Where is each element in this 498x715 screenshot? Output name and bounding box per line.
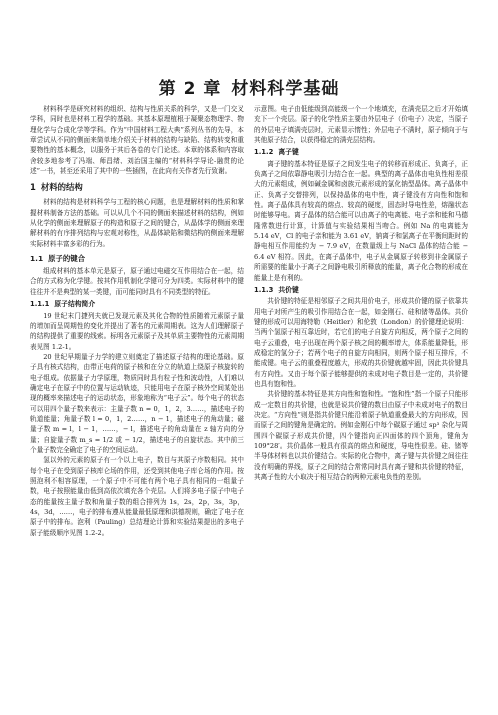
subsubsection-number: 1.1.3: [254, 285, 274, 294]
chapter-number: 第 2 章: [158, 79, 222, 99]
subsection-number: 1.1: [30, 254, 44, 264]
section-title: 材料的结构: [40, 182, 83, 193]
body-paragraph: 共价键的基本特征是其方向性和饱和性。“饱和性”指一个原子只能形成一定数目的共价键，也就是说共价键的数目由原子中未成对电子的数目决定。“方向性”则是指共价键只能沿着原子轨道重叠最大的方向形成，因而原子之间的键角是确定的。例如金刚石中每个碳原子通过 sp³ 杂化与周围四个碳原子形成共价键，四个键指向正四面体的四个顶角，键角为 109°28′。共价晶体一般具有很高的熔点和硬度，导电性很差。硅、锗等半导体材料也以共价键结合。实际的化合物中，离子键与共价键之间往往没有明确的界线，原子之间的结合常常同时具有离子键和共价键的特征，其离子性的大小取决于相互结合的两种元素电负性的差别。: [254, 390, 468, 482]
body-paragraph: 材料的结构是材料科学与工程的核心问题，也是理解材料的性质和掌握材料制备方法的基础。可以从几个不同的侧面来描述材料的结构，例如从化学的侧面来理解原子的构造和原子之间的键合，从晶体学的侧面来理解材料的有序排列结构与宏观对称性，从晶体缺陷和微结构的侧面来理解实际材料丰富多彩的行为。: [30, 198, 244, 248]
section-number: 1: [30, 182, 36, 193]
intro-paragraph: 材料科学是研究材料的组织、结构与性质关系的科学，又是一门交叉学科，同时也是材料工程学的基础。其基本原理植根于凝聚态物理学、物理化学与合成化学等学科。作为“中国材料工程大典”系列丛书的先导，本章尝试从不同的侧面来简单地介绍关于材料的结构与缺陷、结构转变和重要物性的基本概念，以服务于其后各卷的专门论述。本章的体系和内容取舍较多地参考了冯端、师昌绪、刘治国主编的“材料科学导论-融贯的论述”一书，甚至还采用了其中的一些插图，在此向有关作者先行致谢。: [30, 105, 244, 176]
body-paragraph: 离子键的基本特征是原子之间发生电子的转移而形成正、负离子，正负离子之间依靠静电吸引力结合在一起。典型的离子晶体由电负性相差很大的元素组成，例如碱金属和卤族元素形成的氯化钠型晶体。离子晶体中正、负离子交替排列，以保持晶体的电中性，离子键没有方向性和饱和性。离子晶体具有较高的熔点、较高的硬度，固态时导电性差，熔融状态时能够导电。离子晶体的结合能可以由离子的电离能、电子亲和能和马德隆常数进行计算，计算值与实验结果相当吻合。例如 Na 的电离能为 5.14 eV，Cl 的电子亲和能为 3.61 eV，钠离子和氯离子在平衡间距时的静电相互作用能约为 − 7.9 eV，在数量级上与 NaCl 晶体的结合能 − 6.4 eV 相符。因此，在离子晶体中，电子从金属原子转移到非金属原子所需要的能量小于离子之间静电吸引所释放的能量，离子化合物的形成在能量上是有利的。: [254, 159, 468, 282]
subsubsection-heading: [254, 147, 468, 157]
subsubsection-title: 共价键: [278, 285, 299, 294]
body-paragraph: 20 世纪早期量子力学的建立则奠定了描述原子结构的理论基础。原子具有核式结构，由带正电荷的原子核和在分立的轨道上绕原子核旋转的电子组成。依据量子力学原理，物质同时具有粒子性和波动性，人们难以确定电子在原子中的位置与运动轨迹，只能用电子在原子核外空间某处出现的概率来描述电子的运动状态，形象地称为“电子云”。每个电子的状态可以用四个量子数来表示：主量子数 n = 0，1，2，3……，描述电子的轨道能量；角量子数 l = 0，1，2……，n − 1，描述电子的角动量；磁量子数 m = l，l − 1，……，− l，描述电子的角动量在 z 轴方向的分量；自旋量子数 m_s = 1/2 或 − 1/2，描述电子的自旋状态。其中前三个量子数完全确定了电子的空间运动。: [30, 352, 244, 454]
subsubsection-number: 1.1.2: [254, 148, 274, 157]
body-paragraph: 氢以外的元素的原子有一个以上电子，数目与其原子序数相同。其中每个电子在受到原子核库仑场的作用，还受到其他电子库仑场的作用。按照泡利不相容原理，一个原子中不可能有两个电子具有相同的一组量子数，电子按照能量由低到高依次填充各个壳层。人们将多电子原子中电子态的能量按主量子数和角量子数的组合排列为 1s，2s，2p，3s，3p，4s，3d，……，电子的排布遵从能量最低原理和洪德规则，确定了电子在原子中的排布。泡利（Pauling）总结理论计算和实验结果提出的多电子原子能级顺序见图 1.2-2。: [30, 456, 244, 537]
right-column: [254, 104, 468, 704]
subsection-title: 原子的键合: [48, 254, 86, 264]
subsubsection-heading: [254, 285, 468, 295]
subsubsection-number: 1.1.1: [30, 300, 50, 309]
subsubsection-heading: [30, 299, 244, 309]
body-paragraph: 组成材料的基本单元是原子，原子通过电磁交互作用结合在一起，结合的方式称为化学键。按其作用机制化学键可分为四类。实际材料中的键往往并不是典型的某一类键，而可能同时具有不同类型的特征。: [30, 267, 244, 296]
body-paragraph: 19 世纪末门捷列夫就已发现元素及其化合物的性质随着元素原子量的增加而呈周期性的变化并提出了著名的元素周期表。这为人们理解原子的结构提供了重要的线索。标明各元素原子及其单质主要物性的元素周期表见图 1.2-1。: [30, 311, 244, 351]
body-paragraph: 共价键的特征是相邻原子之间共用价电子，形成共价键的原子依靠共用电子对所产生的吸引作用结合在一起，如金刚石、硅和锗等晶体。共价键的形成可以用海特勒（Heitler）和伦敦（London）的价键理论说明：当两个氢原子相互靠近时，若它们的电子自旋方向相反，两个原子之间的电子云重叠，电子出现在两个原子核之间的概率增大，体系能量降低，形成稳定的氢分子；若两个电子的自旋方向相同，则两个原子相互排斥，不能成键。电子云的重叠程度越大，形成的共价键就越牢固，因此共价键具有方向性。又由于每个原子能够提供的未成对电子数目是一定的，共价键也具有饱和性。: [254, 297, 468, 388]
section-heading: [30, 181, 244, 193]
subsection-heading: [30, 253, 244, 264]
continued-paragraph: 示意图。电子由低能级到高能级一个一个地填充，在满壳层之后才开始填充下一个壳层。原子的化学性质主要由外层电子（价电子）决定，当原子的外层电子填满壳层时，元素显示惰性；外层电子不满时，原子倾向于与其他原子结合，以获得稳定的满壳层结构。: [254, 105, 468, 145]
left-column: [30, 104, 244, 704]
chapter-name: 材料科学基础: [231, 79, 340, 99]
subsubsection-title: 原子结构简介: [54, 300, 96, 309]
subsubsection-title: 离子键: [278, 148, 299, 157]
chapter-title: [0, 74, 498, 99]
